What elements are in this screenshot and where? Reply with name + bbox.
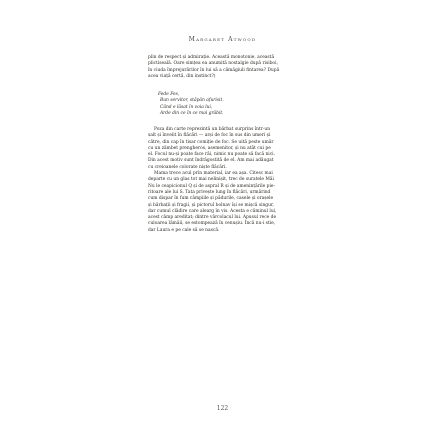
paragraph-line: ritoare ale lui S. Tata privește lung în flăcări, urmărind: [148, 189, 271, 195]
poem-line: Când e lăsat în voia lui,: [160, 104, 213, 110]
paragraph-line: Poza din carte reprezintă un bărbat surprins într-un: [154, 127, 271, 132]
poem-line: Bun servitor, stăpân afurisit.: [160, 98, 224, 104]
paragraph-line: și bărbații și fragii, și pictorul bolnav își se mișcă singur,: [148, 202, 274, 208]
running-head: Margaret Atwood: [188, 36, 257, 43]
poem-line: Fede Fes,: [158, 92, 180, 98]
paragraph-line: către, din cap în tisar comiție de foc. Se uită peste umăr: [148, 139, 274, 145]
paragraph-line: cu creioanele colorate niște flăcări.: [148, 164, 227, 170]
poem-line: Arde din ce în ce mai grăbit.: [160, 110, 224, 116]
paragraph: [148, 127, 316, 171]
paragraph-line: Din acest motiv sunt îndrăgostită de el. Am mai adăugat: [148, 158, 274, 164]
paragraph-line: el. Focul nu-și poate face răi, nimic nu poate să facă nici.: [148, 152, 275, 158]
paragraph-line: salt și învelit în flăcări — arși de foc în sus din umeri și: [148, 133, 271, 139]
opening-line: în ciuda împrejurărilor în lui să a cămăgiuli fintarea? După: [148, 67, 280, 73]
paragraph-line: acest câmp areditat; dintre vârcolacul lui. Apusul rece de: [148, 215, 277, 221]
page-number: 122: [216, 405, 229, 412]
paragraph-line: dar cumul clădire care alearg în vis. Acesta e câminul lui,: [148, 208, 277, 214]
paragraph: [148, 171, 316, 234]
paragraph-line: Nu le ceapicionul Q și de aspral R și de amenințările pie-: [148, 183, 275, 189]
paragraph-line: cu un zâmbet prengheros, asemenitor, și nu atât cui pe: [148, 145, 271, 151]
poem-block: [158, 92, 316, 117]
paragraph-line: cum dispar în fum câmpiile și pădurile, casele și orașele: [148, 196, 274, 202]
opening-line: plin de respect și admirație. Această monotonie, această: [148, 55, 275, 60]
opening-line: acea viață certă, din instinct?): [148, 73, 216, 79]
paragraph-line: dar Laura e pe cale să se nască.: [148, 227, 220, 233]
paragraph-line: Mama trece acul prin material, iar ea așa. Citesc mai: [154, 171, 273, 177]
text-block: [148, 55, 316, 234]
opening-line: plictiseală. Oare simțea ea anumită nostalgie după risiboi,: [148, 61, 278, 67]
paragraph-line: departe cu un glas tot mai nelinișit, trec de suratele Măi: [148, 177, 274, 183]
paragraph-line: culoarea lămâii, se estompează în cenușiu. Încă nu-i stie,: [148, 221, 276, 227]
